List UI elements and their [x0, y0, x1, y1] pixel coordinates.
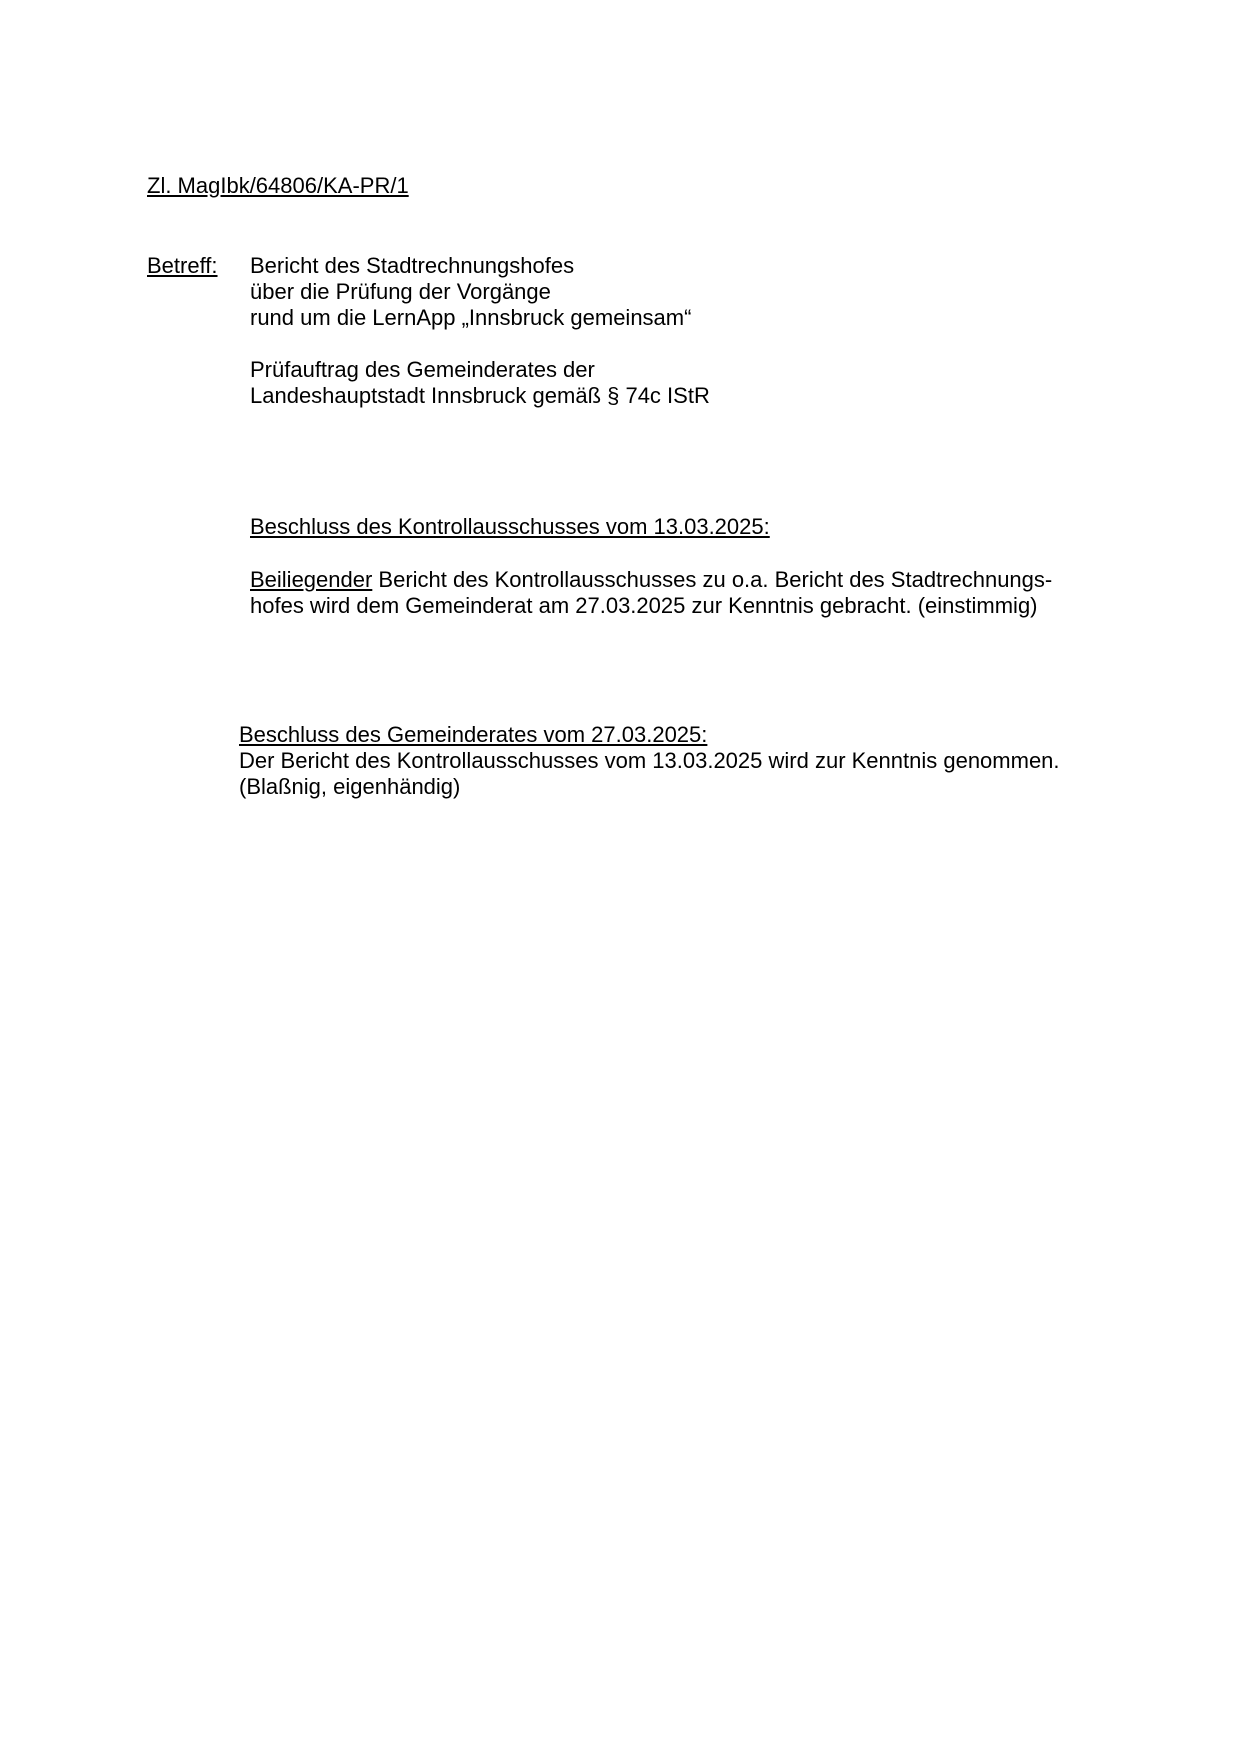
- council-resolution-heading: Beschluss des Gemeinderates vom 27.03.2025:: [239, 722, 708, 747]
- audit-mandate-line: Prüfauftrag des Gemeinderates der: [250, 357, 595, 382]
- council-resolution: [239, 722, 1060, 800]
- subject-line: Bericht des Stadtrechnungshofes: [250, 253, 575, 278]
- subject-line: über die Prüfung der Vorgänge: [250, 279, 551, 304]
- audit-mandate: [250, 357, 710, 409]
- subject-line: rund um die LernApp „Innsbruck gemeinsam“: [250, 305, 692, 330]
- council-resolution-line: Der Bericht des Kontrollausschusses vom 13.03.2025 wird zur Kenntnis genommen.: [239, 748, 1060, 773]
- council-resolution-line: (Blaßnig, eigenhändig): [239, 774, 461, 799]
- enclosed-word: Beiliegender: [250, 567, 373, 592]
- resolution-line: [250, 567, 1052, 593]
- control-committee-resolution-text: [250, 567, 1052, 619]
- subject-text: [250, 253, 691, 331]
- resolution-line-rest: Bericht des Kontrollausschusses zu o.a. Bericht des Stadtrechnungs-: [372, 567, 1053, 592]
- subject-label: Betreff:: [147, 253, 218, 278]
- reference-number: Zl. MagIbk/64806/KA-PR/1: [147, 173, 409, 198]
- resolution-line: hofes wird dem Gemeinderat am 27.03.2025 zur Kenntnis gebracht. (einstimmig): [250, 593, 1038, 618]
- control-committee-resolution-heading: Beschluss des Kontrollausschusses vom 13.03.2025:: [250, 514, 770, 539]
- audit-mandate-line: Landeshauptstadt Innsbruck gemäß § 74c IStR: [250, 383, 710, 408]
